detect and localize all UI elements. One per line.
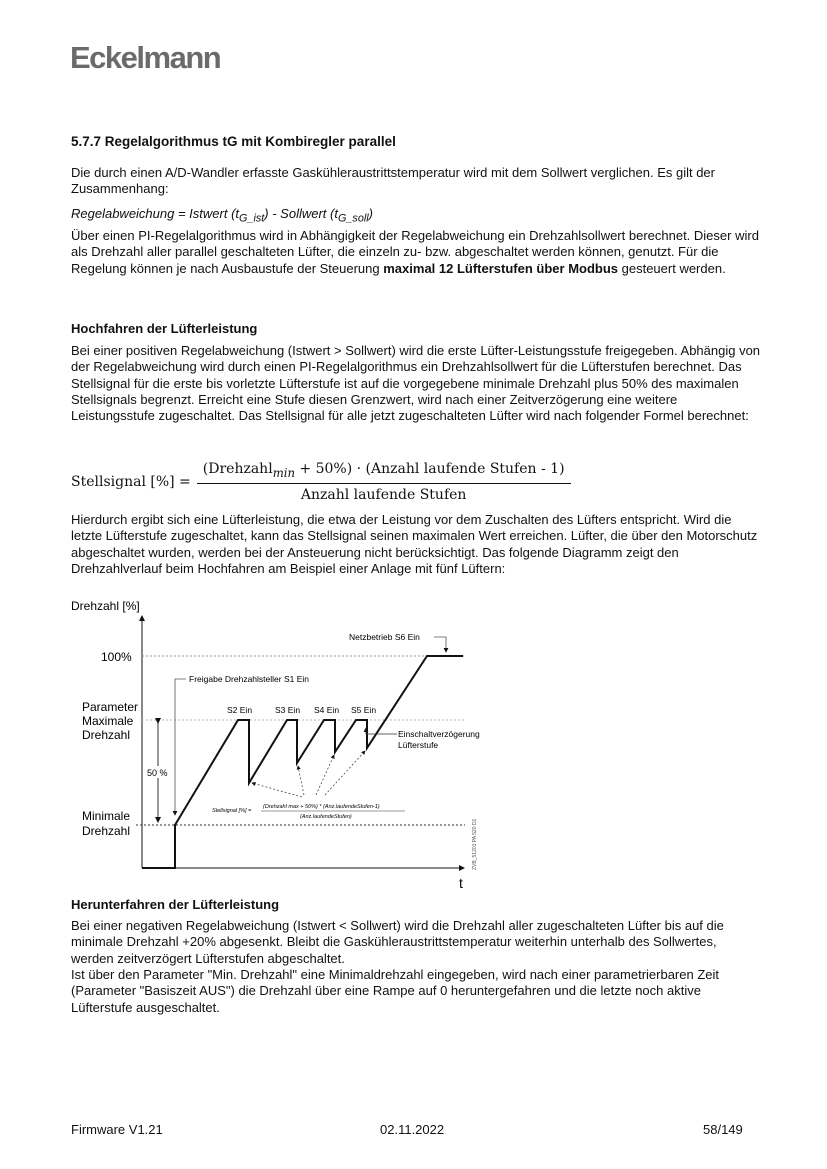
label-s4: S4 Ein <box>314 705 340 715</box>
x-axis-label: t <box>459 875 463 891</box>
section-title: 5.7.7 Regelalgorithmus tG mit Kombiregler parallel <box>71 134 396 149</box>
delay-pointer <box>366 728 397 734</box>
paragraph-hochfahren: Bei einer positiven Regelabweichung (Istwert > Sollwert) wird die erste Lüfter-Leistungsstufe freigegeben. Abhängig von der Regelabweichung wird durch einen PI-Regelalgorithmus ein Drehzahlsollwert für die Lüfterstufen berechnet. Das Stellsignal für die erste bis vorletzte Lüfterstufe ist auf die vorgegebene minimale Drehzahl plus 50% des maximalen Stellsignals begrenzt. Erreicht eine Stufe diesen Grenzwert, wird nach einer Zeitverzögerung eine weitere Leistungsstufe zugeschaltet. Das Stellsignal für alle jetzt zugeschalteten Lüfter wird nach folgender Formel berechnet: <box>71 343 761 424</box>
y-axis-label: Drehzahl [%] <box>71 599 140 613</box>
label-s5: S5 Ein <box>351 705 377 715</box>
footer-date: 02.11.2022 <box>380 1122 445 1137</box>
formula-part: ) <box>368 206 374 221</box>
diagram-formula-den: (Anz.laufendeStufen) <box>300 814 352 820</box>
paragraph-intro: Die durch einen A/D-Wandler erfasste Gaskühleraustrittstemperatur wird mit dem Sollwert verglichen. Es gilt der Zusammenhang: <box>71 165 715 197</box>
label-max: Maximale <box>82 714 134 728</box>
eckelmann-logo: Eckelmann <box>70 40 221 75</box>
paragraph-basiszeit: Ist über den Parameter "Min. Drehzahl" eine Minimaldrehzahl eingegeben, wird nach einer parametrierbaren Zeit (Parameter "Basiszeit AUS") die Drehzahl über eine Rampe auf 0 heruntergefahren und die letzte noch aktive Lüfterstufe ausgeschaltet. <box>71 967 720 1015</box>
figure-code: ZVB_51201 PA 520 D1 <box>472 818 478 870</box>
text: gesteuert werden. <box>618 260 726 276</box>
speed-curve <box>142 656 463 868</box>
t: + 50%) · (Anzahl laufende Stufen - 1) <box>294 461 565 477</box>
footer-page: 58/149 <box>703 1122 743 1137</box>
formula-part: ) - Sollwert (t <box>264 206 338 221</box>
formula-sub: G_ist <box>239 212 265 225</box>
paragraph-result: Hierdurch ergibt sich eine Lüfterleistung, die etwa der Leistung vor dem Zuschalten des Lüfters entspricht. Wird die letzte Lüfterstufe zugeschaltet, kann das Stellsignal seinen maximalen Wert erreichen. Lüfter, die über den Motorschutz abgeschaltet wurden, werden bei der Ansteuerung nicht berücksichtigt. Das folgende Diagramm zeigt den Drehzahlverlauf beim Hochfahren am Beispiel einer Anlage mit fünf Lüftern: <box>71 512 758 576</box>
label-delay: Lüfterstufe <box>398 740 439 750</box>
paragraph-herunterfahren: Bei einer negativen Regelabweichung (Istwert < Sollwert) wird die Drehzahl aller zugeschalteten Lüfter bis auf die minimale Drehzahl +20% abgesenkt. Bleibt die Gaskühleraustrittstemperatur weiterhin unterhalb des Sollwertes, werden zeitverzögert Lüfterstufen abgeschaltet. <box>71 918 724 966</box>
bold-text: maximal 12 Lüfterstufen über Modbus <box>383 260 619 276</box>
t: (Drehzahl <box>202 461 273 477</box>
diagram-formula-num: (Drehzahl max + 50%) * (Anz.laufendeStufen-1) <box>263 804 380 810</box>
formula-part: Regelabweichung = Istwert (t <box>71 206 240 221</box>
label-min: Drehzahl <box>82 824 131 838</box>
formula-sub: G_soll <box>337 212 369 225</box>
label-s1: Freigabe Drehzahlsteller S1 Ein <box>189 674 310 684</box>
text: Über einen PI-Regelalgorithmus wird in Abhängigkeit der Regelabweichung ein Drehzahlsollwert berechnet. Dieser wird als Drehzahl aller parallel geschalteten Lüfter, die einzeln zu- bzw. abgeschaltet werden können, genutzt. Für die Regelung können je nach Ausbaustufe der Steuerung <box>71 228 759 276</box>
label-s2: S2 Ein <box>227 705 253 715</box>
formula-lhs: Stellsignal [%] = <box>71 473 191 490</box>
t: min <box>272 465 295 480</box>
formula-denominator: Anzahl laufende Stufen <box>300 486 467 503</box>
s6-pointer <box>434 637 446 652</box>
label-50: 50 % <box>147 768 168 778</box>
diagram-formula-lhs: Stellsignal [%] = <box>212 808 252 814</box>
label-100: 100% <box>101 650 132 664</box>
subheading-hochfahren: Hochfahren der Lüfterleistung <box>71 321 258 336</box>
subheading-herunterfahren: Herunterfahren der Lüfterleistung <box>71 897 280 912</box>
footer-firmware: Firmware V1.21 <box>71 1122 163 1137</box>
label-delay: Einschaltverzögerung <box>398 729 480 739</box>
formula-pointers <box>252 751 365 797</box>
label-min: Minimale <box>82 809 131 823</box>
label-max: Drehzahl <box>82 728 131 742</box>
label-s6: Netzbetrieb S6 Ein <box>349 632 420 642</box>
label-s3: S3 Ein <box>275 705 301 715</box>
s1-pointer <box>175 679 186 815</box>
label-max: Parameter <box>82 700 139 714</box>
